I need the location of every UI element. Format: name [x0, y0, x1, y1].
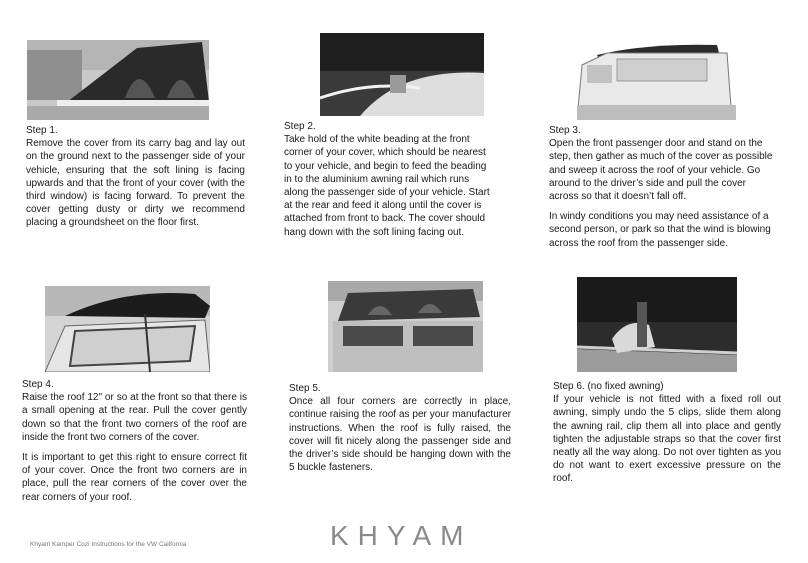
step-6-text	[553, 380, 781, 486]
step-4-photo	[45, 286, 210, 372]
step-2-photo	[320, 33, 484, 116]
step-1-paragraph: Remove the cover from its carry bag and lay out on the ground next to the passenger side of your vehicle, ensuring that the soft lining is facing upwards and that the front of your cover (with the third window) is facing forward. To prevent the cover getting dusty or dirty we recommend placing a groundsheet on the floor first.	[26, 138, 245, 229]
step-6-title: Step 6. (no fixed awning)	[553, 381, 664, 392]
step-4-paragraph-2: It is important to get this right to ensure correct fit of your cover. Once the front two corners are in place, pull the rear corners of the cover over the rear corners of your roof.	[22, 452, 247, 503]
step-1-photo	[27, 40, 209, 120]
step-3-text	[549, 124, 775, 250]
step-1-title: Step 1.	[26, 125, 58, 136]
step-1-text	[26, 124, 245, 230]
step-5-paragraph: Once all four corners are correctly in place, continue raising the roof as per your manufacturer instructions. When the roof is fully raised, the cover will fit nicely along the passenger side and the driver’s side should be hanging down with the 5 buckle fasteners.	[289, 396, 511, 474]
step-6-photo	[577, 277, 737, 372]
step-5-title: Step 5.	[289, 383, 321, 394]
step-3-photo	[577, 35, 736, 120]
khyam-logo	[330, 520, 480, 554]
step-3-title: Step 3.	[549, 125, 581, 136]
step-4-paragraph-1: Raise the roof 12" or so at the front so that there is a small opening at the rear. Pull the cover gently down so that the front two corners of the roof are inside the front two corners of the cover.	[22, 392, 247, 443]
logo-text: KHYAM	[330, 520, 473, 551]
step-4-text	[22, 378, 247, 504]
step-3-paragraph-1: Open the front passenger door and stand on the step, then gather as much of the cover as possible and sweep it across the roof of your vehicle. Go around to the driver’s side and pull the cover across so that it doesn’t fall off.	[549, 138, 773, 203]
step-5-text	[289, 382, 511, 474]
step-3-paragraph-2: In windy conditions you may need assistance of a second person, or park so that the wind is blowing across the roof from the passenger side.	[549, 211, 771, 249]
step-5-photo	[328, 281, 483, 372]
step-2-text	[284, 120, 496, 239]
step-6-paragraph: If your vehicle is not fitted with a fixed roll out awning, simply undo the 5 clips, slide them along the awning rail, clip them all into place and gently tighten the adjustable straps so that the cover first neatly all the way along. Do not over tighten as you do not want to exert excessive pressure on the roof.	[553, 394, 781, 485]
step-2-paragraph: Take hold of the white beading at the front corner of your cover, which should be nearest to your vehicle, and begin to feed the beading in to the aluminium awning rail which runs along the passenger side of your vehicle. Start at the rear and feed it along until the cover is attached from front to back. The cover should hang down with the soft lining facing out.	[284, 134, 490, 238]
step-4-title: Step 4.	[22, 379, 54, 390]
step-2-title: Step 2.	[284, 121, 316, 132]
footer-note: Khyam Kamper Cozi Instructions for the VW California	[30, 541, 187, 548]
